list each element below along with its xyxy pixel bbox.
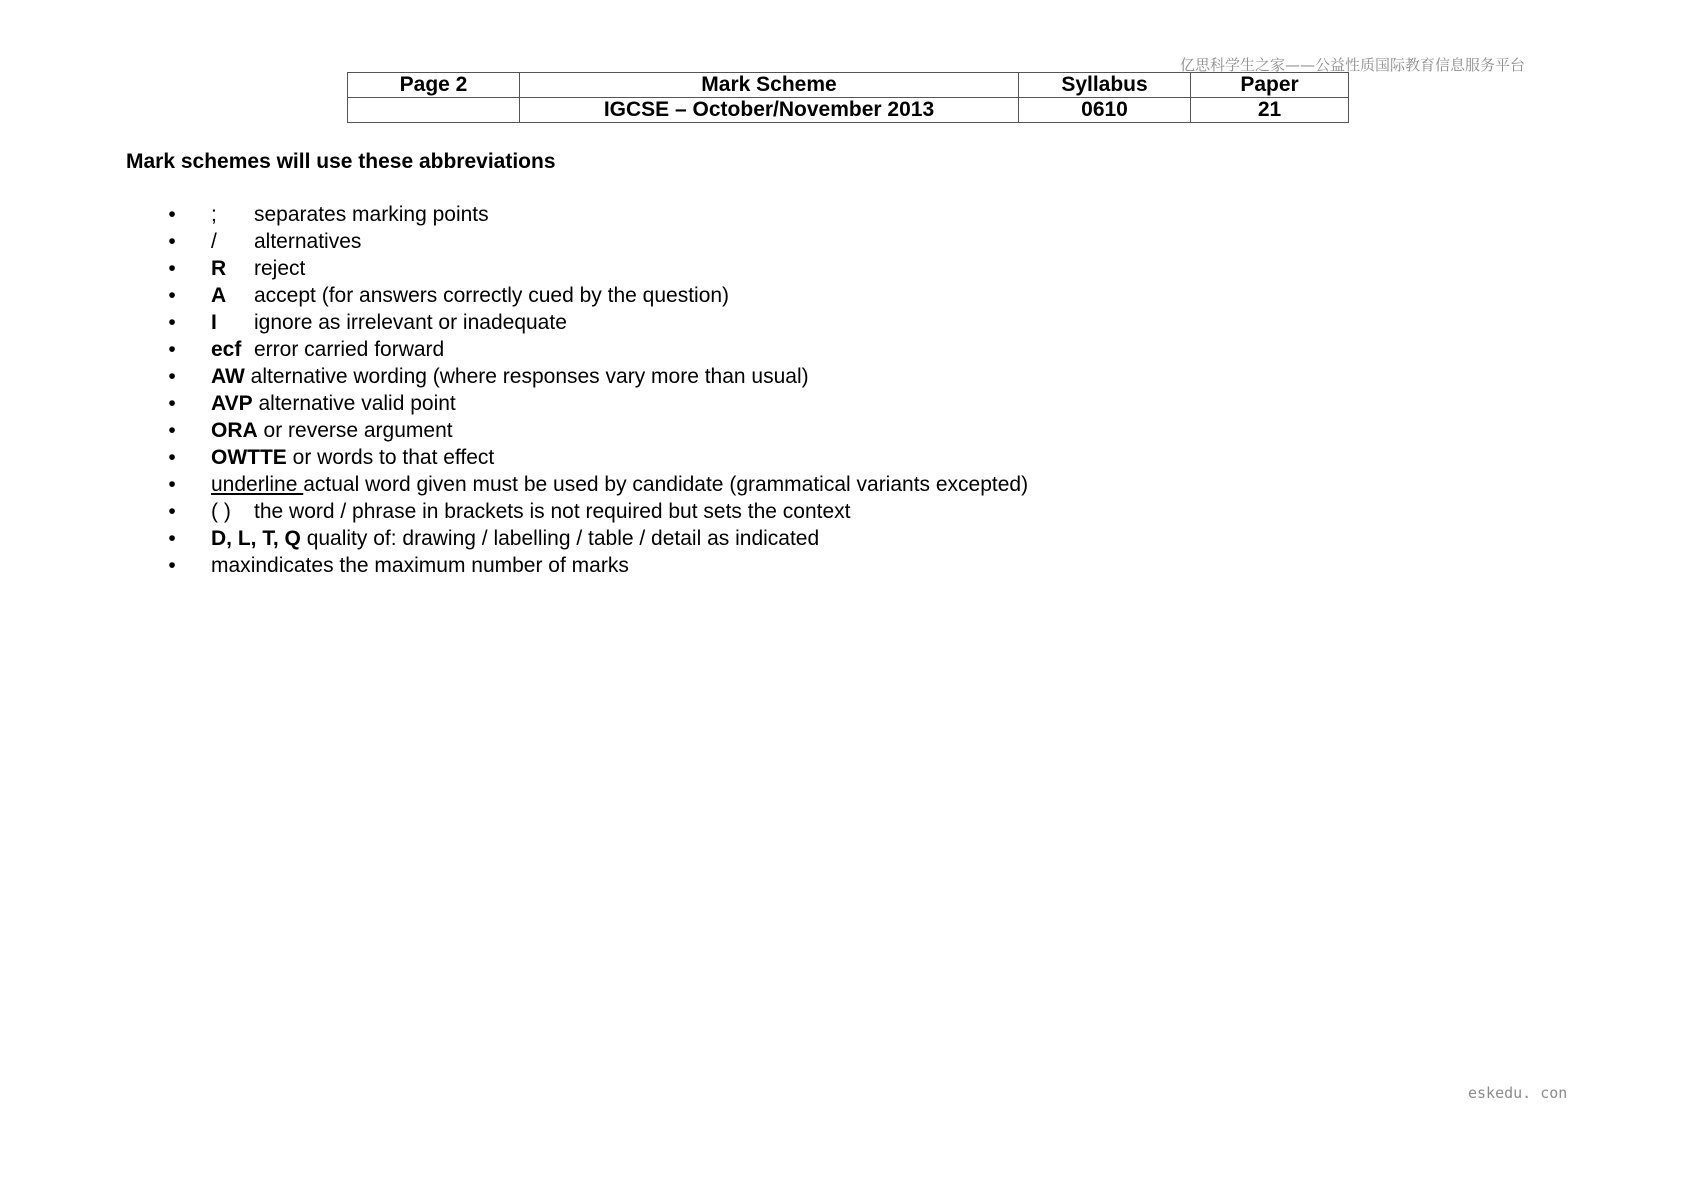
abbreviation-symbol: /: [211, 230, 217, 253]
bullet-icon: •: [168, 500, 176, 523]
bullet-icon: •: [168, 338, 176, 361]
bullet-icon: •: [168, 365, 176, 388]
abbreviation-symbol: D, L, T, Q: [211, 527, 301, 550]
watermark-bottom-text: eskedu. con: [1468, 1084, 1568, 1102]
abbreviation-symbol: ;: [211, 203, 217, 226]
abbreviation-description: ignore as irrelevant or inadequate: [254, 311, 567, 334]
abbreviation-description: alternative valid point: [258, 392, 456, 415]
bullet-icon: •: [168, 446, 176, 469]
bullet-icon: •: [168, 203, 176, 226]
header-row-1: [348, 73, 1349, 98]
abbreviation-description: separates marking points: [254, 203, 489, 226]
document-title-cell: Mark Scheme: [520, 73, 1019, 98]
abbreviation-symbol: ( ): [211, 500, 231, 523]
abbreviation-description: the word / phrase in brackets is not required but sets the context: [254, 500, 851, 523]
abbreviation-description: alternatives: [254, 230, 362, 253]
paper-label-cell: Paper: [1191, 73, 1349, 98]
abbreviation-description: accept (for answers correctly cued by the question): [254, 284, 730, 307]
abbreviation-symbol: underline: [211, 473, 304, 496]
section-heading: Mark schemes will use these abbreviations: [126, 150, 556, 173]
paper-number-cell: 21: [1191, 98, 1349, 123]
bullet-icon: •: [168, 284, 176, 307]
bullet-icon: •: [168, 473, 176, 496]
abbreviation-symbol: AW: [211, 365, 245, 388]
abbreviation-description: error carried forward: [254, 338, 445, 361]
syllabus-code-cell: 0610: [1019, 98, 1191, 123]
header-row-2: [348, 98, 1349, 123]
abbreviation-description: actual word given must be used by candidate (grammatical variants excepted): [303, 473, 1029, 496]
abbreviation-description: or words to that effect: [292, 446, 495, 469]
bullet-icon: •: [168, 257, 176, 280]
abbreviation-symbol: max: [211, 554, 251, 577]
syllabus-label-cell: Syllabus: [1019, 73, 1191, 98]
abbreviation-description: indicates the maximum number of marks: [250, 554, 629, 577]
bullet-icon: •: [168, 392, 176, 415]
watermark-top-text: 亿思科学生之家——公益性质国际教育信息服务平台: [1180, 56, 1526, 74]
page-number-cell: Page 2: [348, 73, 520, 98]
bullet-icon: •: [168, 230, 176, 253]
bullet-icon: •: [168, 527, 176, 550]
abbreviation-description: quality of: drawing / labelling / table / detail as indicated: [306, 527, 820, 550]
abbreviation-symbol: A: [211, 284, 227, 307]
bullet-icon: •: [168, 554, 176, 577]
abbreviation-symbol: OWTTE: [211, 446, 287, 469]
exam-session-cell: IGCSE – October/November 2013: [520, 98, 1019, 123]
bullet-icon: •: [168, 419, 176, 442]
abbreviation-symbol: AVP: [211, 392, 253, 415]
bullet-icon: •: [168, 311, 176, 334]
abbreviation-symbol: ORA: [211, 419, 258, 442]
abbreviation-description: alternative wording (where responses vary more than usual): [250, 365, 809, 388]
abbreviation-description: reject: [254, 257, 306, 280]
abbreviation-symbol: I: [211, 311, 217, 334]
abbreviation-description: or reverse argument: [263, 419, 453, 442]
abbreviation-symbol: ecf: [211, 338, 242, 361]
abbreviation-symbol: R: [211, 257, 227, 280]
empty-cell: [348, 98, 520, 123]
header-table: [347, 72, 1349, 123]
